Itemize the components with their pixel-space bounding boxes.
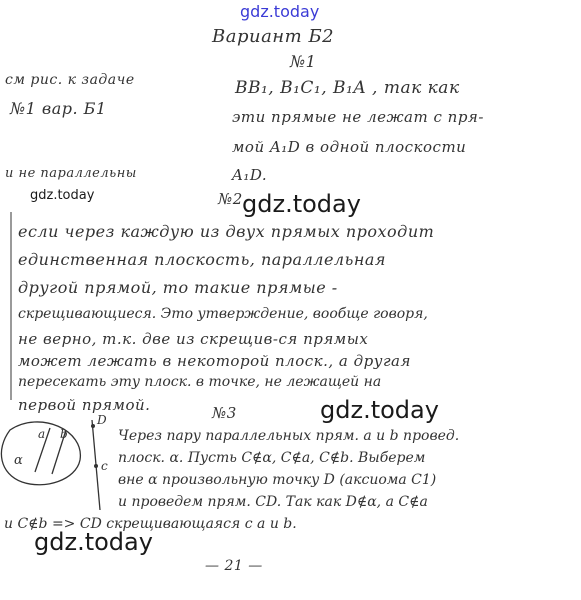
task-2-line-2: единственная плоскость, параллельная <box>18 250 386 269</box>
task-2-number: №2 <box>218 190 243 208</box>
margin-note-3: и не параллельны <box>5 166 137 181</box>
label-alpha: α <box>14 453 23 468</box>
task-2-line-1: если через каждую из двух прямых проходит <box>18 222 435 241</box>
task-1-number: №1 <box>290 52 317 71</box>
label-a: a <box>38 427 46 441</box>
margin-note-1: см рис. к задаче <box>5 72 135 88</box>
page-number: — 21 — <box>205 558 263 574</box>
watermark-lower: gdz.today <box>320 396 439 424</box>
variant-heading: Вариант Б2 <box>212 26 335 47</box>
task-2-line-7: пересекать эту плоск. в точке, не лежащей на <box>18 374 382 390</box>
watermark-mid: gdz.today <box>242 190 361 218</box>
watermark-small: gdz.today <box>30 188 95 203</box>
task-3-line-5: и C∉b => CD скрещивающаяся с a и b. <box>4 516 297 532</box>
task-1-line-2: эти прямые не лежат с пря- <box>232 108 484 126</box>
task-2-line-3: другой прямой, то такие прямые - <box>18 278 338 297</box>
watermark-bottom: gdz.today <box>34 528 153 556</box>
task-3-line-2: плоск. α. Пусть C∉α, C∉a, C∉b. Выберем <box>118 450 426 466</box>
task-2-line-4: скрещивающиеся. Это утверждение, вообще говоря, <box>18 306 428 322</box>
task-2-line-5: не верно, т.к. две из скрещив-ся прямых <box>18 330 369 348</box>
task-3-line-3: вне α произвольную точку D (аксиома C1) <box>118 472 437 488</box>
point-d <box>91 424 95 428</box>
label-c: c <box>101 459 108 473</box>
label-b: b <box>60 427 68 441</box>
task-1-line-1: BB₁, B₁C₁, B₁A , так как <box>235 78 460 98</box>
task-3-number: №3 <box>212 404 237 422</box>
label-d: D <box>97 413 107 427</box>
planes-figure <box>0 410 120 530</box>
watermark-top: gdz.today <box>240 2 320 21</box>
task-1-line-4: A₁D. <box>232 166 268 184</box>
point-c <box>94 464 98 468</box>
task-1-line-3: мой A₁D в одной плоскости <box>232 138 467 156</box>
margin-note-2: №1 вар. Б1 <box>10 99 107 118</box>
task-2-line-8: первой прямой. <box>18 396 151 414</box>
task-2-line-6: может лежать в некоторой плоск., а другая <box>18 352 411 370</box>
margin-rule <box>10 212 12 400</box>
task-3-line-4: и проведем прям. CD. Так как D∉α, a C∉a <box>118 494 428 510</box>
task-3-line-1: Через пару параллельных прям. a и b провед. <box>118 428 460 444</box>
